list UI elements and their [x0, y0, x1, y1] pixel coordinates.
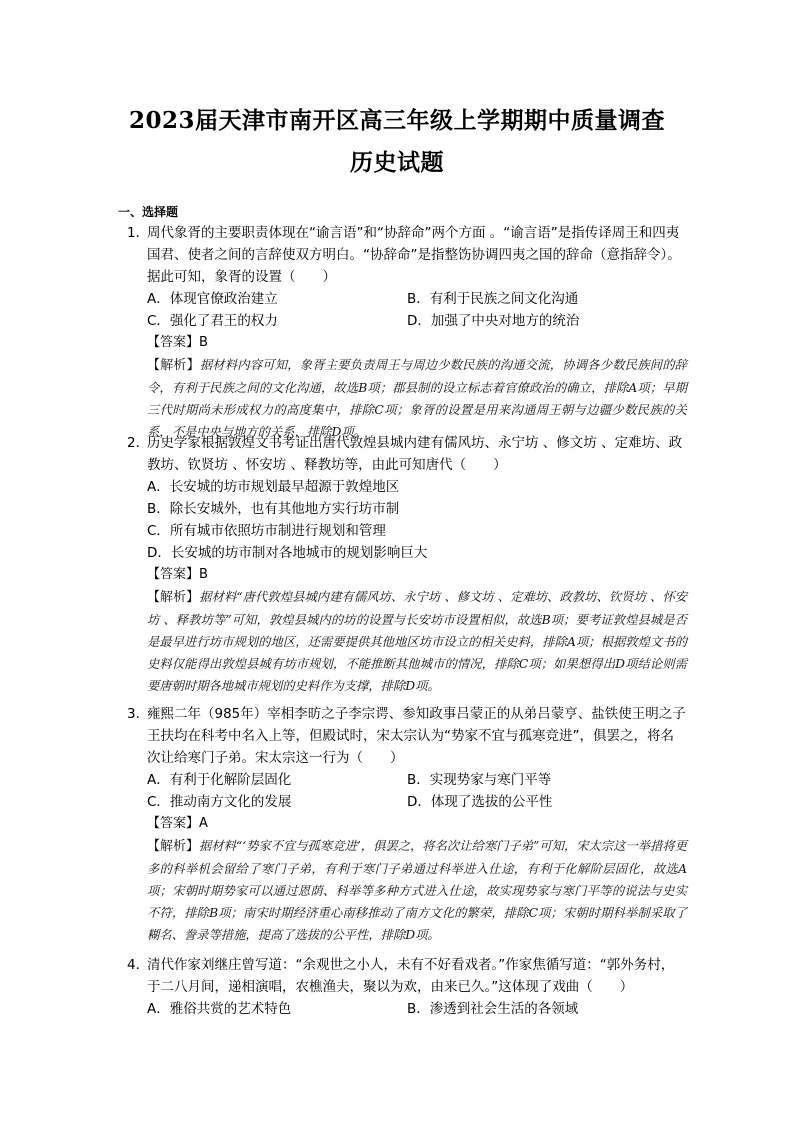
option-b[interactable]: B．实现势家与寒门平等: [407, 772, 552, 788]
options: [147, 288, 687, 332]
option-c[interactable]: C．推动南方文化的发展: [147, 794, 292, 810]
option-b[interactable]: B．除长安城外，也有其他地方实行坊市制: [147, 501, 400, 517]
option-d[interactable]: D．加强了中央对地方的统治: [407, 313, 580, 329]
answer: 【答案】B: [147, 567, 208, 582]
options: [147, 769, 687, 813]
question-stem: 3．雍熙二年（985年）宰相李昉之子李宗谔、参知政事吕蒙正的从弟吕蒙亨、盐铁使王明之子王扶均在科考中名入上等，但殿试时，宋太宗认为“势家不宜与孤寒竞进”，俱罢之，将名次让给寒门子弟。宋太宗这一行为（ ）: [127, 703, 687, 769]
question-4: [127, 954, 687, 1020]
section-heading: 一、选择题: [118, 205, 179, 219]
explanation: 【解析】据材料内容可知，象胥主要负责周王与周边少数民族的沟通交流，协调各少数民族间的辞令，有利于民族之间的文化沟通，故选B项；郡县制的设立标志着官僚政治的确立，排除A项；早期三代时期尚未形成权力的高度集中，排除C项；象胥的设置是用来沟通周王朝与边疆少数民族的关系，不是中央与地方的关系，排除D项。: [147, 358, 687, 439]
option-c[interactable]: C．强化了君王的权力: [147, 313, 278, 329]
question-1: [127, 222, 687, 443]
option-a[interactable]: A．体现官僚政治建立: [147, 291, 278, 307]
answer: 【答案】B: [147, 335, 208, 350]
question-number: 4．: [127, 957, 150, 973]
question-stem: 4．清代作家刘继庄曾写道：“余观世之小人，未有不好看戏者。”作家焦循写道：“郭外务村，于二八月间，递相演唱，农樵渔夫，聚以为欢，由来已久。”这体现了戏曲（ ）: [127, 954, 687, 998]
option-a[interactable]: A．长安城的坊市规划最早超源于敦煌地区: [147, 479, 400, 495]
option-a[interactable]: A．雅俗共赏的艺术特色: [147, 1001, 292, 1017]
question-number: 1．: [127, 225, 150, 241]
option-b[interactable]: B．有利于民族之间文化沟通: [407, 291, 579, 307]
options: [147, 998, 687, 1020]
question-number: 2．: [127, 435, 150, 451]
page-subtitle: 历史试题: [350, 149, 444, 176]
options: [147, 476, 687, 564]
question-3: [127, 703, 687, 946]
page-title: 2023届天津市南开区高三年级上学期期中质量调查: [128, 107, 665, 134]
explanation: 【解析】据材料“唐代敦煌县城内建有儒风坊、永宁坊 、修文坊 、定难坊、政教坊、钦贤坊 、怀安坊 、释教坊等”可知，敦煌县城内的坊的设置与长安坊市设置相似，故选B项；要考证敦煌县城是否是最早进行坊市规划的地区，还需要提供其他地区坊市设立的相关史料，排除A项；根据敦煌文书的史料仅能得出敦煌县城有坊市规划，不能推断其他城市的情况，排除C项；如果想得出D项结论则需要唐朝时期各地城市规划的史料作为支撑，排除D项。: [147, 590, 687, 693]
question-2: [127, 432, 687, 697]
question-stem: 1．周代象胥的主要职责体现在“谕言语”和“协辞命”两个方面 。“谕言语”是指传译周王和四夷国君、使者之间的言辞使双方明白。“协辞命”是指整饬协调四夷之国的辞命（意指辞令）。据此可知，象胥的设置（ ）: [127, 222, 687, 288]
explanation: 【解析】据材料“‘势家不宜与孤寒竞进’，俱罢之，将名次让给寒门子弟”可知，宋太宗这一举措将更多的科举机会留给了寒门子弟，有利于寒门子弟通过科举进入仕途，有利于化解阶层固化，故选A项；宋朝时期势家可以通过恩荫、科举等多种方式进入仕途，故实现势家与寒门平等的说法与史实不符，排除B项；南宋时期经济重心南移推动了南方文化的繁荣，排除C项；宋朝时期科举制采取了糊名、誊录等措施，提高了选拔的公平性，排除D项。: [147, 839, 687, 942]
option-b[interactable]: B．渗透到社会生活的各领域: [407, 1001, 579, 1017]
option-a[interactable]: A．有利于化解阶层固化: [147, 772, 292, 788]
option-c[interactable]: C．所有城市依照坊市制进行规划和管理: [147, 523, 386, 539]
question-stem: 2．历史学家根据敦煌文书考证出唐代敦煌县城内建有儒风坊、永宁坊 、修文坊 、定难坊、政教坊、钦贤坊 、怀安坊 、释教坊等，由此可知唐代（ ）: [127, 432, 687, 476]
option-d[interactable]: D．体现了选拔的公平性: [407, 794, 553, 810]
option-d[interactable]: D．长安城的坊市制对各地城市的规划影响巨大: [147, 545, 428, 561]
answer: 【答案】A: [147, 816, 208, 831]
question-number: 3．: [127, 706, 150, 722]
